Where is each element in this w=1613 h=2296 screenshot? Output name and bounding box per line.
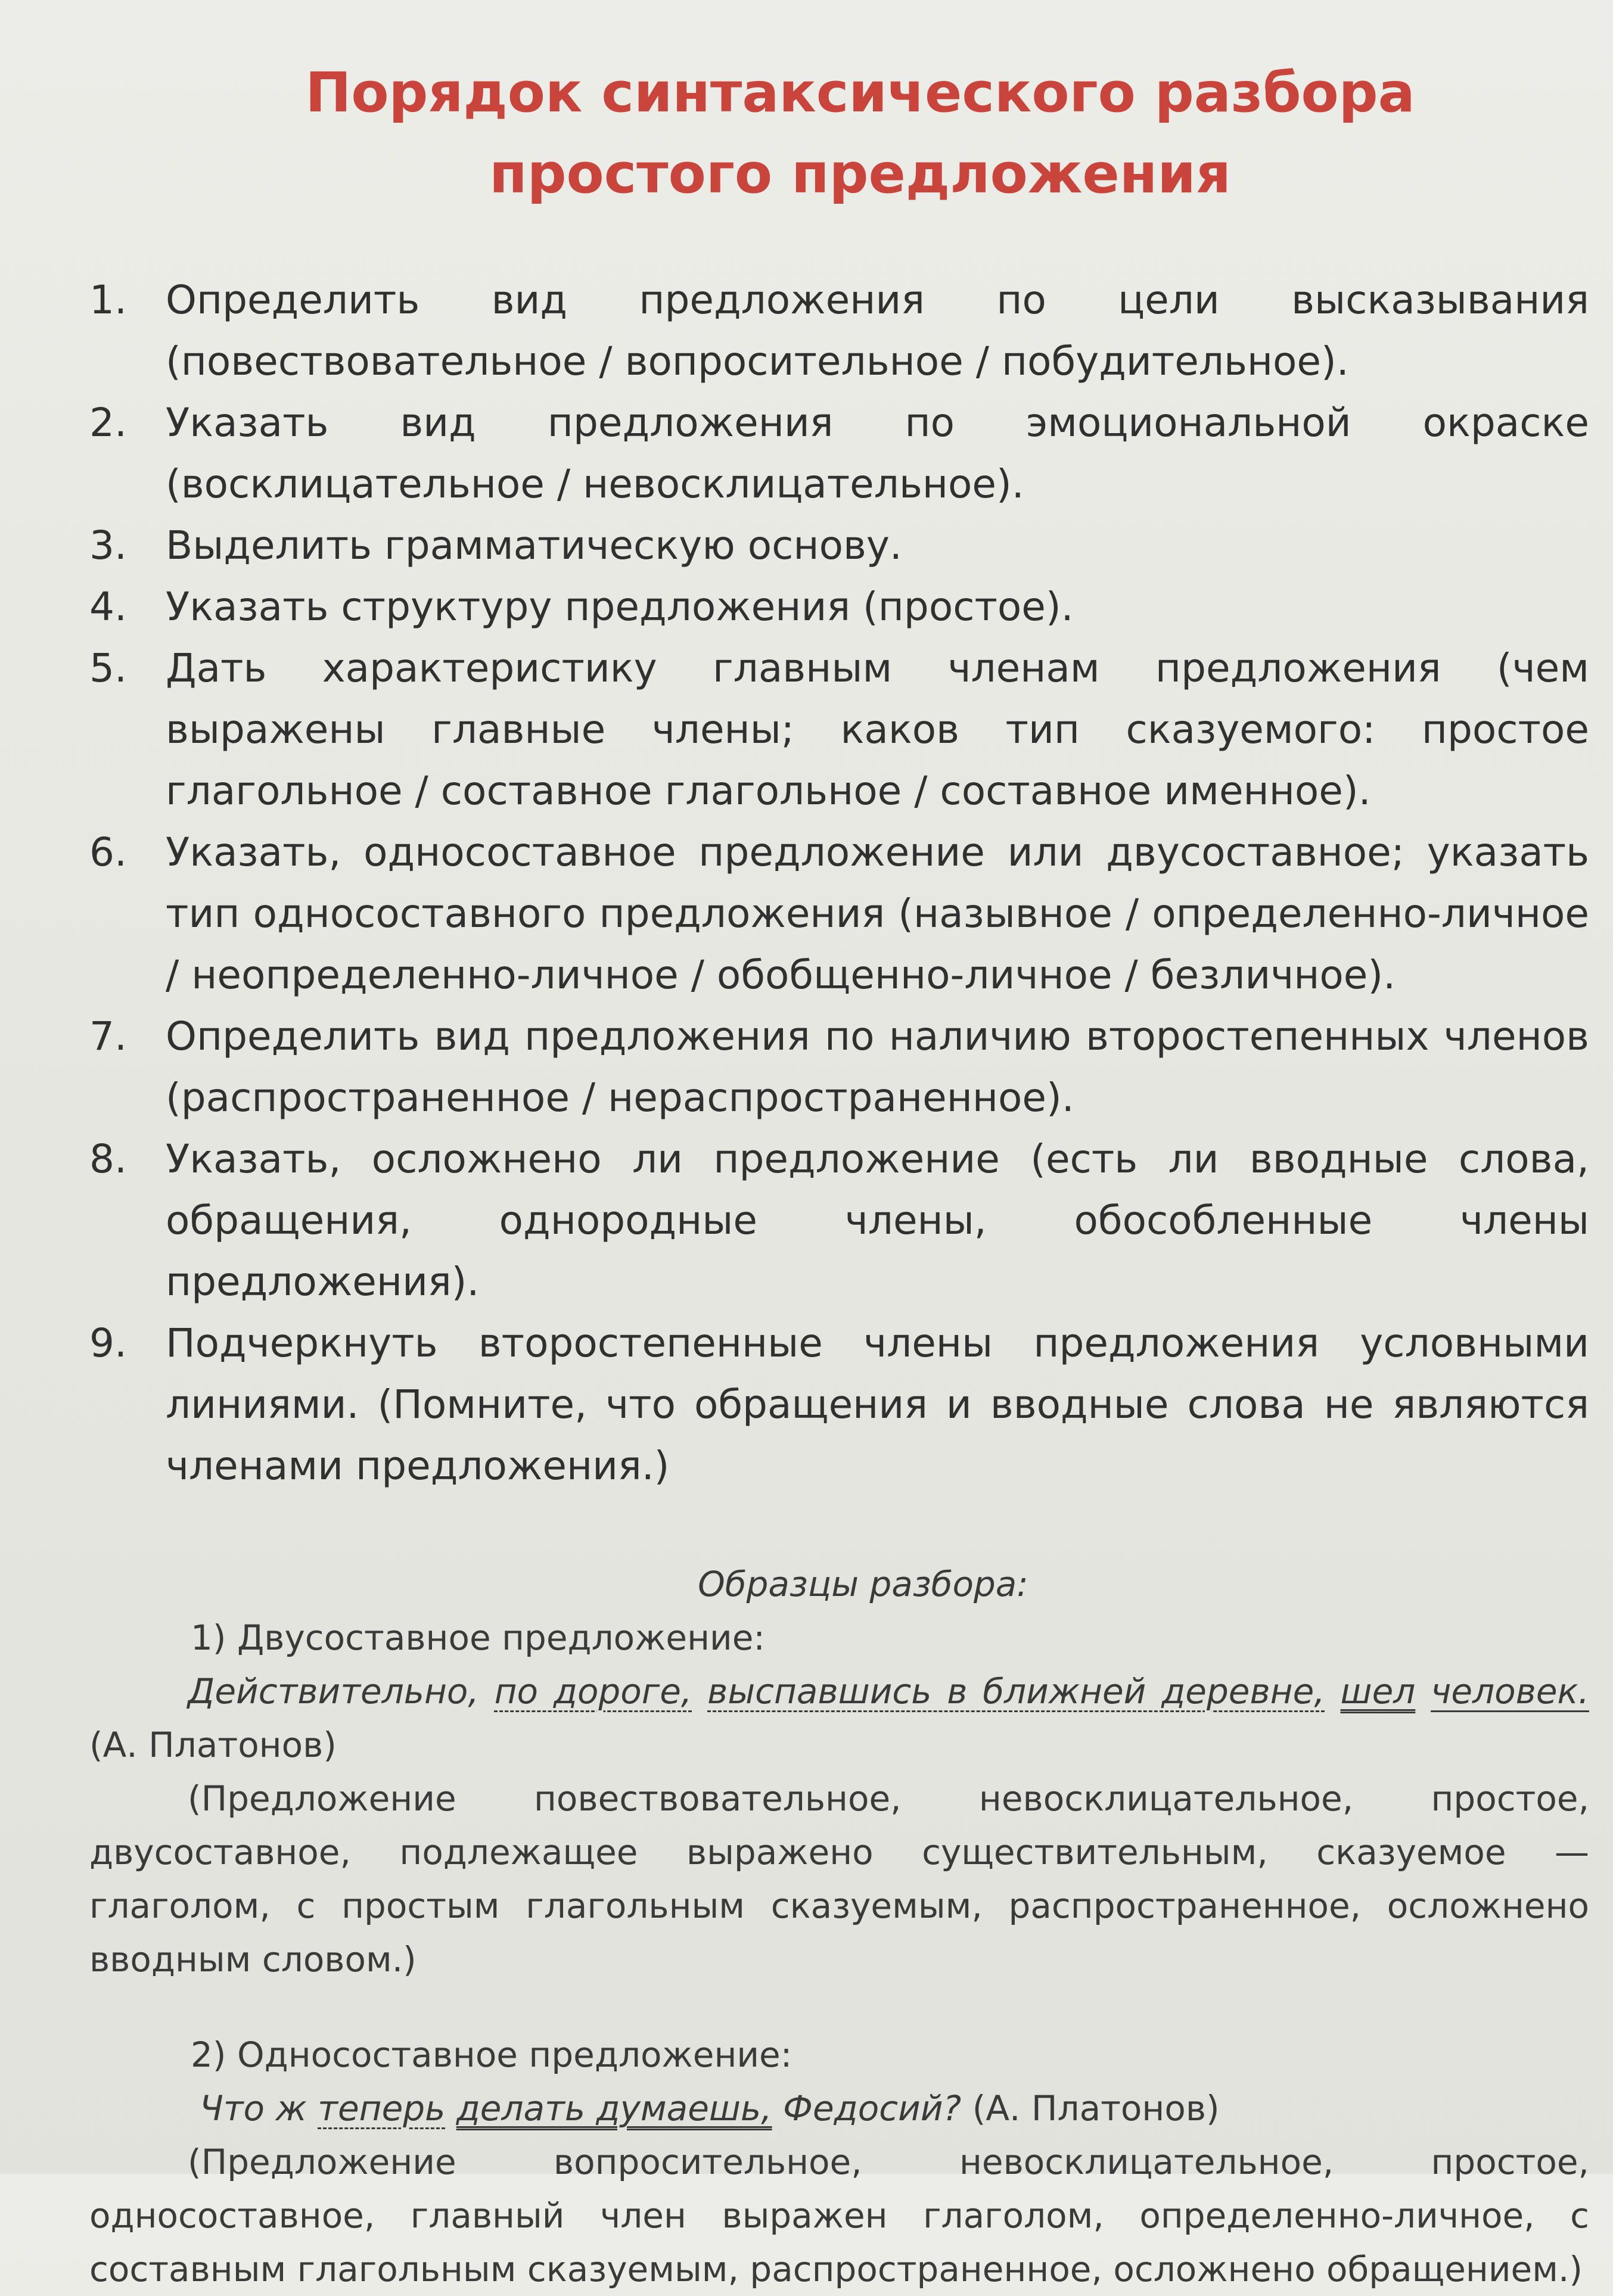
step-item <box>89 269 1589 392</box>
example-1-predicate: шел <box>1340 1671 1416 1712</box>
step-text: Дать характеристику главным членам предложения (чем выражены главные члены; каков тип сказуемого: простое глагольное / составное глагольное / составное именное). <box>166 645 1589 814</box>
step-item <box>89 515 1589 576</box>
example-2-analysis: (Предложение вопросительное, невосклицательное, простое, односоставное, главный член выражен глаголом, определенно-личное, с составным глагольным сказуемым, распространенное, осложнено обращением.) <box>89 2142 1589 2289</box>
samples-heading: Образцы разбора: <box>698 1564 1028 1604</box>
step-item <box>89 1006 1589 1128</box>
example-2 <box>89 2028 1589 2296</box>
example-2-words: Что ж <box>200 2088 307 2129</box>
step-text: Указать, односоставное предложение или двусоставное; указать тип односоставного предложения (назывное / определенно-личное / неопределенно-личное / обобщенно-личное / безличное). <box>166 829 1589 998</box>
title-line-2: простого предложения <box>489 142 1231 206</box>
example-2-heading: 2) Односоставное предложение: <box>191 2034 792 2075</box>
samples-section <box>89 1557 1589 2296</box>
example-1-adverbial-1: по дороге, <box>494 1671 692 1712</box>
example-2-address: Федосий? <box>783 2088 962 2129</box>
step-number: 8. <box>89 1136 127 1182</box>
step-text: Указать структуру предложения (простое). <box>166 584 1074 630</box>
step-item <box>89 392 1589 515</box>
example-1-source: (А. Платонов) <box>89 1725 337 1765</box>
steps-list <box>89 269 1589 1497</box>
step-item <box>89 637 1589 822</box>
step-text: Указать вид предложения по эмоциональной окраске (восклицательное / невосклицательное). <box>166 400 1589 507</box>
example-1-subject: человек. <box>1431 1671 1589 1712</box>
step-text: Определить вид предложения по наличию второстепенных членов (распространенное / нераспространенное). <box>166 1013 1589 1121</box>
step-text: Подчеркнуть второстепенные члены предложения условными линиями. (Помните, что обращения и вводные слова не являются членами предложения.) <box>166 1320 1589 1489</box>
example-1 <box>89 1611 1589 1986</box>
step-number: 5. <box>89 645 127 691</box>
example-1-heading: 1) Двусоставное предложение: <box>191 1617 765 1658</box>
step-number: 3. <box>89 522 127 568</box>
example-1-introductory-word: Действительно, <box>188 1671 479 1712</box>
example-2-predicate: делать думаешь, <box>456 2088 772 2129</box>
example-2-sentence <box>89 2082 1589 2135</box>
step-text: Указать, осложнено ли предложение (есть ли вводные слова, обращения, однородные члены, обособленные члены предложения). <box>166 1136 1589 1305</box>
page-title <box>89 52 1589 214</box>
step-item <box>89 1312 1589 1497</box>
step-number: 1. <box>89 277 127 323</box>
step-text: Определить вид предложения по цели высказывания (повествовательное / вопросительное / побудительное). <box>166 277 1589 384</box>
step-number: 9. <box>89 1320 127 1366</box>
example-1-analysis: (Предложение повествовательное, невосклицательное, простое, двусоставное, подлежащее выражено существительным, сказуемое — глаголом, с простым глагольным сказуемым, распространенное, осложнено вводным словом.) <box>89 1778 1589 1980</box>
step-number: 6. <box>89 829 127 875</box>
title-line-1: Порядок синтаксического разбора <box>305 61 1415 125</box>
step-item <box>89 822 1589 1006</box>
example-2-source: (А. Платонов) <box>972 2088 1220 2129</box>
example-1-adverbial-2: выспавшись в ближней деревне, <box>707 1671 1325 1712</box>
step-item <box>89 576 1589 637</box>
step-item <box>89 1128 1589 1312</box>
step-text: Выделить грамматическую основу. <box>166 522 902 568</box>
step-number: 4. <box>89 584 127 630</box>
example-2-adverbial: теперь <box>318 2088 446 2129</box>
example-1-sentence <box>89 1665 1589 1772</box>
step-number: 7. <box>89 1013 127 1059</box>
step-number: 2. <box>89 400 127 446</box>
